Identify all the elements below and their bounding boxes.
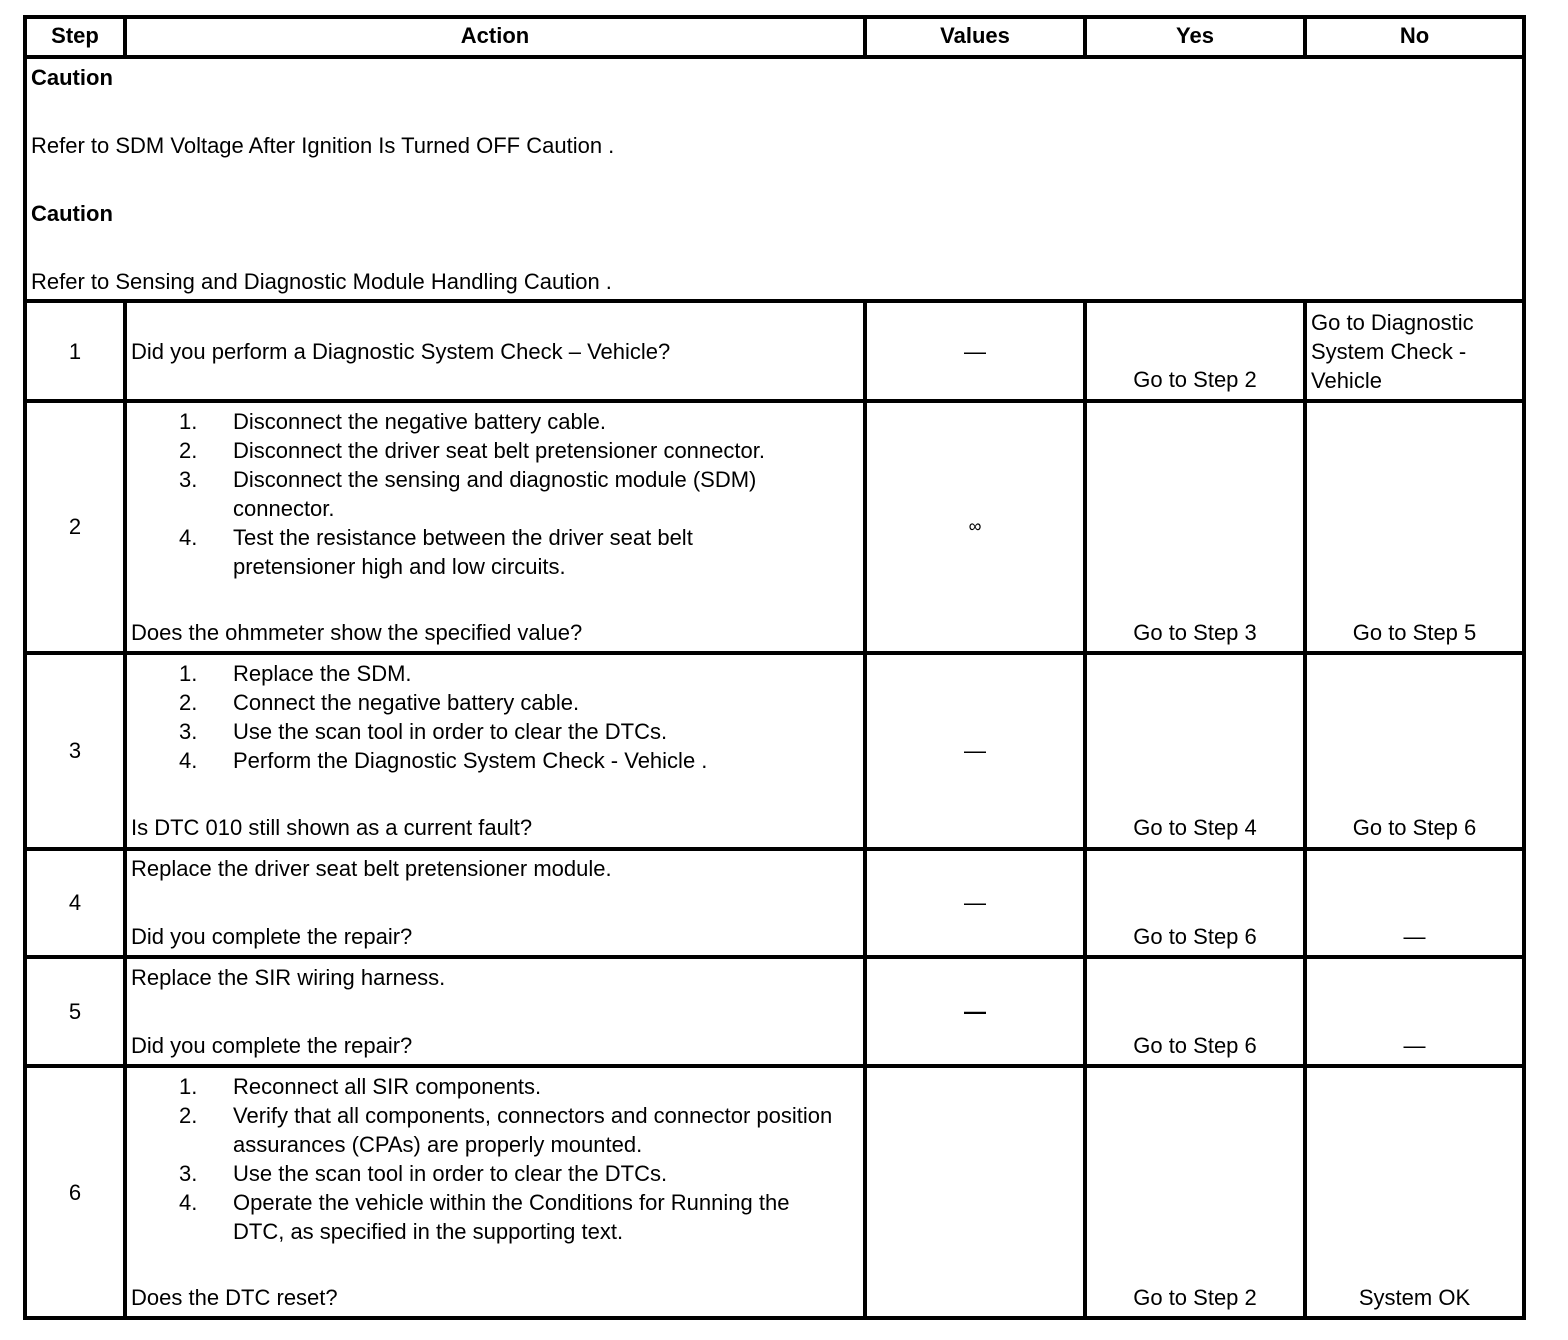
step-number: 6 (68, 1180, 82, 1205)
step-question: Is DTC 010 still shown as a current fault? (131, 815, 533, 840)
item-number: 3. (179, 719, 198, 744)
item-text: Replace the SDM. (233, 661, 412, 686)
step-value: — (964, 890, 986, 915)
item-text: Disconnect the driver seat belt pretensioner connector. (233, 438, 765, 463)
item-number: 2. (179, 690, 198, 715)
no-result: System OK (1358, 1285, 1471, 1310)
action-item (127, 746, 863, 775)
step-actions (127, 659, 863, 775)
item-text: Test the resistance between the driver seat belt pretensioner high and low circuits. (233, 525, 693, 579)
item-number: 2. (179, 1103, 198, 1128)
item-text: Disconnect the sensing and diagnostic module (SDM) connector. (233, 467, 757, 521)
caution-title: Caution (31, 65, 113, 90)
item-text: Operate the vehicle within the Conditions for Running the DTC, as specified in the supporting text. (233, 1190, 790, 1244)
header-yes: Yes (1176, 23, 1214, 48)
row-divider (23, 847, 1526, 851)
yes-link[interactable]: Go to Step 3 (1133, 620, 1257, 645)
row-divider (23, 399, 1526, 403)
step-number: 4 (68, 890, 82, 915)
yes-link[interactable]: Go to Step 2 (1133, 1285, 1257, 1310)
step-instruction: Replace the SIR wiring harness. (131, 965, 446, 990)
caution-text: Refer to SDM Voltage After Ignition Is Turned OFF Caution . (31, 133, 615, 158)
action-item (127, 465, 863, 523)
action-item (127, 1159, 863, 1188)
table-border-right (1522, 15, 1526, 1320)
action-item (127, 1188, 863, 1246)
item-number: 3. (179, 467, 198, 492)
action-item (127, 717, 863, 746)
step-number: 2 (68, 514, 82, 539)
step-question: Did you complete the repair? (131, 924, 413, 949)
caution-text: Refer to Sensing and Diagnostic Module Handling Caution . (31, 269, 612, 294)
action-item (127, 407, 863, 436)
item-text: Perform the Diagnostic System Check - Vehicle . (233, 748, 708, 773)
header-divider (23, 55, 1526, 59)
item-text: Verify that all components, connectors and connector position assurances (CPAs) are properly mounted. (233, 1103, 833, 1157)
item-number: 2. (179, 438, 198, 463)
item-number: 4. (179, 1190, 198, 1215)
action-item (127, 1101, 863, 1159)
step-question: Did you complete the repair? (131, 1033, 413, 1058)
row-divider (23, 651, 1526, 655)
step-value: — (964, 999, 986, 1024)
step-question: Does the DTC reset? (131, 1285, 338, 1310)
item-number: 4. (179, 748, 198, 773)
action-item (127, 659, 863, 688)
yes-link[interactable]: Go to Step 4 (1133, 815, 1257, 840)
table-border-left (23, 15, 27, 1320)
header-values: Values (940, 23, 1010, 48)
step-instruction: Replace the driver seat belt pretensioner module. (131, 856, 612, 881)
item-text: Connect the negative battery cable. (233, 690, 580, 715)
step-question: Does the ohmmeter show the specified value? (131, 620, 583, 645)
caution-title: Caution (31, 201, 113, 226)
table-border-top (23, 15, 1526, 19)
row-divider (23, 299, 1526, 303)
step-number: 1 (68, 339, 82, 364)
no-link[interactable]: Go to Step 6 (1352, 815, 1477, 840)
step-number: 3 (68, 738, 82, 763)
item-text: Use the scan tool in order to clear the DTCs. (233, 719, 668, 744)
action-item (127, 1072, 863, 1101)
step-actions (127, 407, 863, 581)
caution-block (31, 63, 1511, 296)
column-divider (1303, 299, 1307, 1320)
diagnostic-table (23, 15, 1526, 1320)
item-number: 1. (179, 661, 198, 686)
action-item (127, 688, 863, 717)
step-value: — (964, 738, 986, 763)
yes-link[interactable]: Go to Step 2 (1133, 367, 1257, 392)
item-text: Disconnect the negative battery cable. (233, 409, 607, 434)
step-number: 5 (68, 999, 82, 1024)
item-text: Use the scan tool in order to clear the DTCs. (233, 1161, 668, 1186)
no-link[interactable]: Go to Step 5 (1352, 620, 1477, 645)
no-value: — (1403, 924, 1426, 949)
column-divider (1083, 299, 1087, 1320)
step-value: ∞ (968, 516, 982, 536)
header-action: Action (460, 23, 530, 48)
item-number: 1. (179, 409, 198, 434)
action-item (127, 523, 863, 581)
step-actions (127, 1072, 863, 1246)
item-text: Reconnect all SIR components. (233, 1074, 542, 1099)
step-value: — (964, 339, 986, 364)
no-link[interactable]: Go to Diagnostic System Check - Vehicle (1311, 310, 1474, 393)
row-divider (23, 1064, 1526, 1068)
action-item (127, 436, 863, 465)
header-no: No (1399, 23, 1430, 48)
step-question: Did you perform a Diagnostic System Check – Vehicle? (131, 339, 671, 364)
table-border-bottom (23, 1316, 1526, 1320)
header-step: Step (51, 23, 99, 48)
yes-link[interactable]: Go to Step 6 (1133, 1033, 1257, 1058)
row-divider (23, 955, 1526, 959)
yes-link[interactable]: Go to Step 6 (1133, 924, 1257, 949)
column-divider (863, 299, 867, 1320)
no-value: — (1403, 1033, 1426, 1058)
item-number: 1. (179, 1074, 198, 1099)
item-number: 3. (179, 1161, 198, 1186)
item-number: 4. (179, 525, 198, 550)
